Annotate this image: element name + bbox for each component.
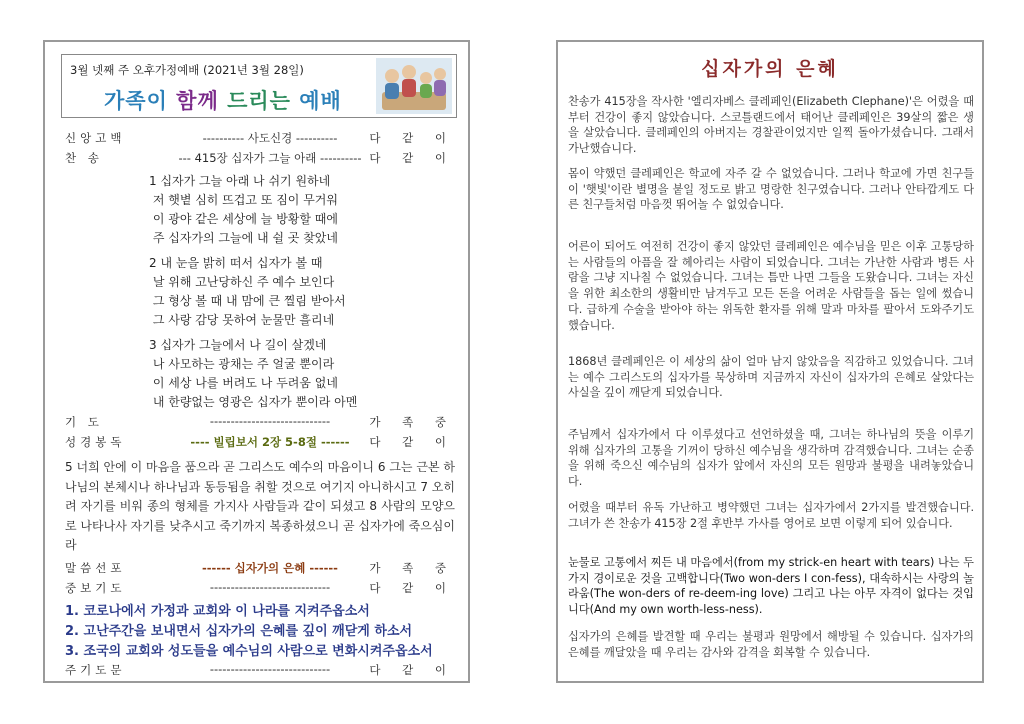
article-paragraph: 찬송가 415장을 작사한 '엘리자베스 클레페인(Elizabeth Clephane)'은 어렸을 때부터 건강이 좋지 않았습니다. 스코틀랜드에서 태어난 클레페인은 39살의 짧은 생을 살았습니다. 클레페인의 아버지는 경찰관이었지만 일찍 돌아가셨습니다. 그래서 가난했습니다. [568,95,974,156]
row-middle: ----------------------------- [209,662,331,676]
row-end: 가 족 중 [369,415,455,429]
article-paragraph: 눈물로 고통에서 찌든 내 마음에서(from my strick-en heart with tears) 나는 두 가지 경이로운 것을 고백합니다(Two won-ders I con-fess), 대속하시는 사랑의 놀라움(The won-ders of re-deem-ing love) 그리고 나는 아무 자격이 없다는 것입니다(And my own worth-less-ness). [568,556,974,617]
hymn-verse: 2 내 눈을 밝히 떠서 십자가 볼 때 날 위해 고난당하신 주 예수 보인다 그 형상 볼 때 내 맘에 큰 찔림 받아서 그 사랑 감당 못하여 눈물만 흘리네 [149,256,346,327]
order-row-hymn [65,150,455,168]
row-middle: ----------------------------- [209,580,331,594]
scripture-text: 5 너희 안에 이 마음을 품으라 곧 그리스도 예수의 마음이니 6 그는 근본 하나님의 본체시나 하나님과 동등됨을 취할 것으로 여기지 아니하시고 7 오히려 자기를 비워 종의 형체를 가지사 사람들과 같이 되셨고 8 사람의 모양으로 나타나사 자기를 낮추시고 죽기까지 복종하셨으니 곧 십자가에 죽으심이라 [65,460,455,553]
bulletin-title [104,85,342,115]
row-label: 찬 송 [65,151,103,165]
title-word: 예배 [299,89,342,113]
row-label: 신앙고백 [65,131,126,145]
family-illustration [376,58,452,114]
row-middle: ---------- 사도신경 ---------- [202,131,338,145]
row-end: 다 같 이 [369,581,455,595]
row-end: 다 같 이 [369,151,455,165]
order-row-intercession [65,580,455,598]
order-row-lords-prayer [65,662,455,680]
prayer-item: 1. 코로나에서 가정과 교회와 이 나라를 지켜주옵소서 [65,604,370,619]
article-paragraph: 어른이 되어도 여전히 건강이 좋지 않았던 클레페인은 예수님을 믿은 이후 고통당하는 사람들의 아픔을 잘 헤아리는 사람이 되었습니다. 그녀는 가난한 사람과 병든 사람을 그냥 지나칠 수 없었습니다. 그녀는 틈만 나면 그들을 도왔습니다. 그녀는 자신을 위한 최소한의 생활비만 남겨두고 모든 돈을 어려운 사람들을 돕는 일에 썼습니다. 급하게 수술을 받아야 하는 위독한 환자를 위해 말과 마차를 팔아서 도와주기도 했습니다. [568,240,974,332]
row-end: 가 족 중 [369,561,455,575]
order-row-prayer [65,414,455,432]
prayer-item: 2. 고난주간을 보내면서 십자가의 은혜를 깊이 깨닫게 하소서 [65,624,413,639]
row-middle: ----------------------------- [209,414,331,428]
article-panel [556,40,984,683]
bulletin-header [61,54,457,118]
title-word: 드리는 [227,89,291,113]
article-paragraph: 1868년 클레페인은 이 세상의 삶이 얼마 남지 않았음을 직감하고 있었습니다. 그녀는 예수 그리스도의 십자가를 묵상하며 지금까지 자신이 십자가의 은혜로 살았다는 사실을 깊이 깨닫게 되었습니다. [568,355,974,400]
article-paragraph: 주님께서 십자가에서 다 이루셨다고 선언하셨을 때, 그녀는 하나님의 뜻을 이루기 위해 십자가의 고통을 기꺼이 당하신 예수님을 생각하며 감격했습니다. 그녀는 순종을 위해 죽으신 예수님의 십자가 앞에서 자신의 모든 원망과 불평을 내려놓았습니다. [568,428,974,489]
row-label: 중보기도 [65,581,126,595]
row-label: 주기도문 [65,663,126,677]
row-middle: --- 415장 십자가 그늘 아래 ---------- [178,151,362,165]
title-word: 가족이 [104,89,168,113]
row-end: 다 같 이 [369,663,455,677]
row-label: 기 도 [65,415,103,429]
order-row-confession [65,130,455,148]
hymn-verse: 3 십자가 그늘에서 나 길이 살겠네 나 사모하는 광채는 주 얼굴 뿐이라 이 세상 나를 버려도 나 두려움 없네 내 한량없는 영광은 십자가 뿐이라 아멘 [149,338,358,409]
bulletin-panel [43,40,470,683]
row-end: 다 같 이 [369,435,455,449]
order-row-reading [65,434,455,452]
row-end: 다 같 이 [369,131,455,145]
title-word: 함께 [176,89,219,113]
article-paragraph: 몸이 약했던 클레페인은 학교에 자주 갈 수 없었습니다. 그러나 학교에 가면 친구들이 '햇빛'이란 별명을 붙일 정도로 밝고 명랑한 친구였습니다. 그러나 안타깝게도 다른 친구들처럼 마음껏 뛰어놀 수 없었습니다. [568,167,974,212]
row-middle: ---- 빌립보서 2장 5-8절 ------ [190,435,350,449]
article-paragraph: 어렸을 때부터 유독 가난하고 병약했던 그녀는 십자가에서 2가지를 발견했습니다. 그녀가 쓴 찬송가 415장 2절 후반부 가사를 영어로 보면 이렇게 되어 있습니다. [568,501,974,530]
row-middle: ------ 십자가의 은혜 ------ [202,561,338,575]
date-line: 3월 넷째 주 오후가정예배 (2021년 3월 28일) [70,63,304,77]
order-row-sermon [65,560,455,578]
article-title: 십자가의 은혜 [701,58,839,80]
hymn-verse: 1 십자가 그늘 아래 나 쉬기 원하네 저 햇볕 심히 뜨겁고 또 짐이 무거워 이 광야 같은 세상에 늘 방황할 때에 주 십자가의 그늘에 내 쉴 곳 찾았네 [149,174,338,245]
row-label: 말씀선포 [65,561,126,575]
row-label: 성경봉독 [65,435,126,449]
article-paragraph: 십자가의 은혜를 발견할 때 우리는 불평과 원망에서 해방될 수 있습니다. 십자가의 은혜를 깨달았을 때 우리는 감사와 감격을 회복할 수 있습니다. [568,630,974,659]
prayer-item: 3. 조국의 교회와 성도들을 예수님의 사람으로 변화시켜주옵소서 [65,644,433,659]
